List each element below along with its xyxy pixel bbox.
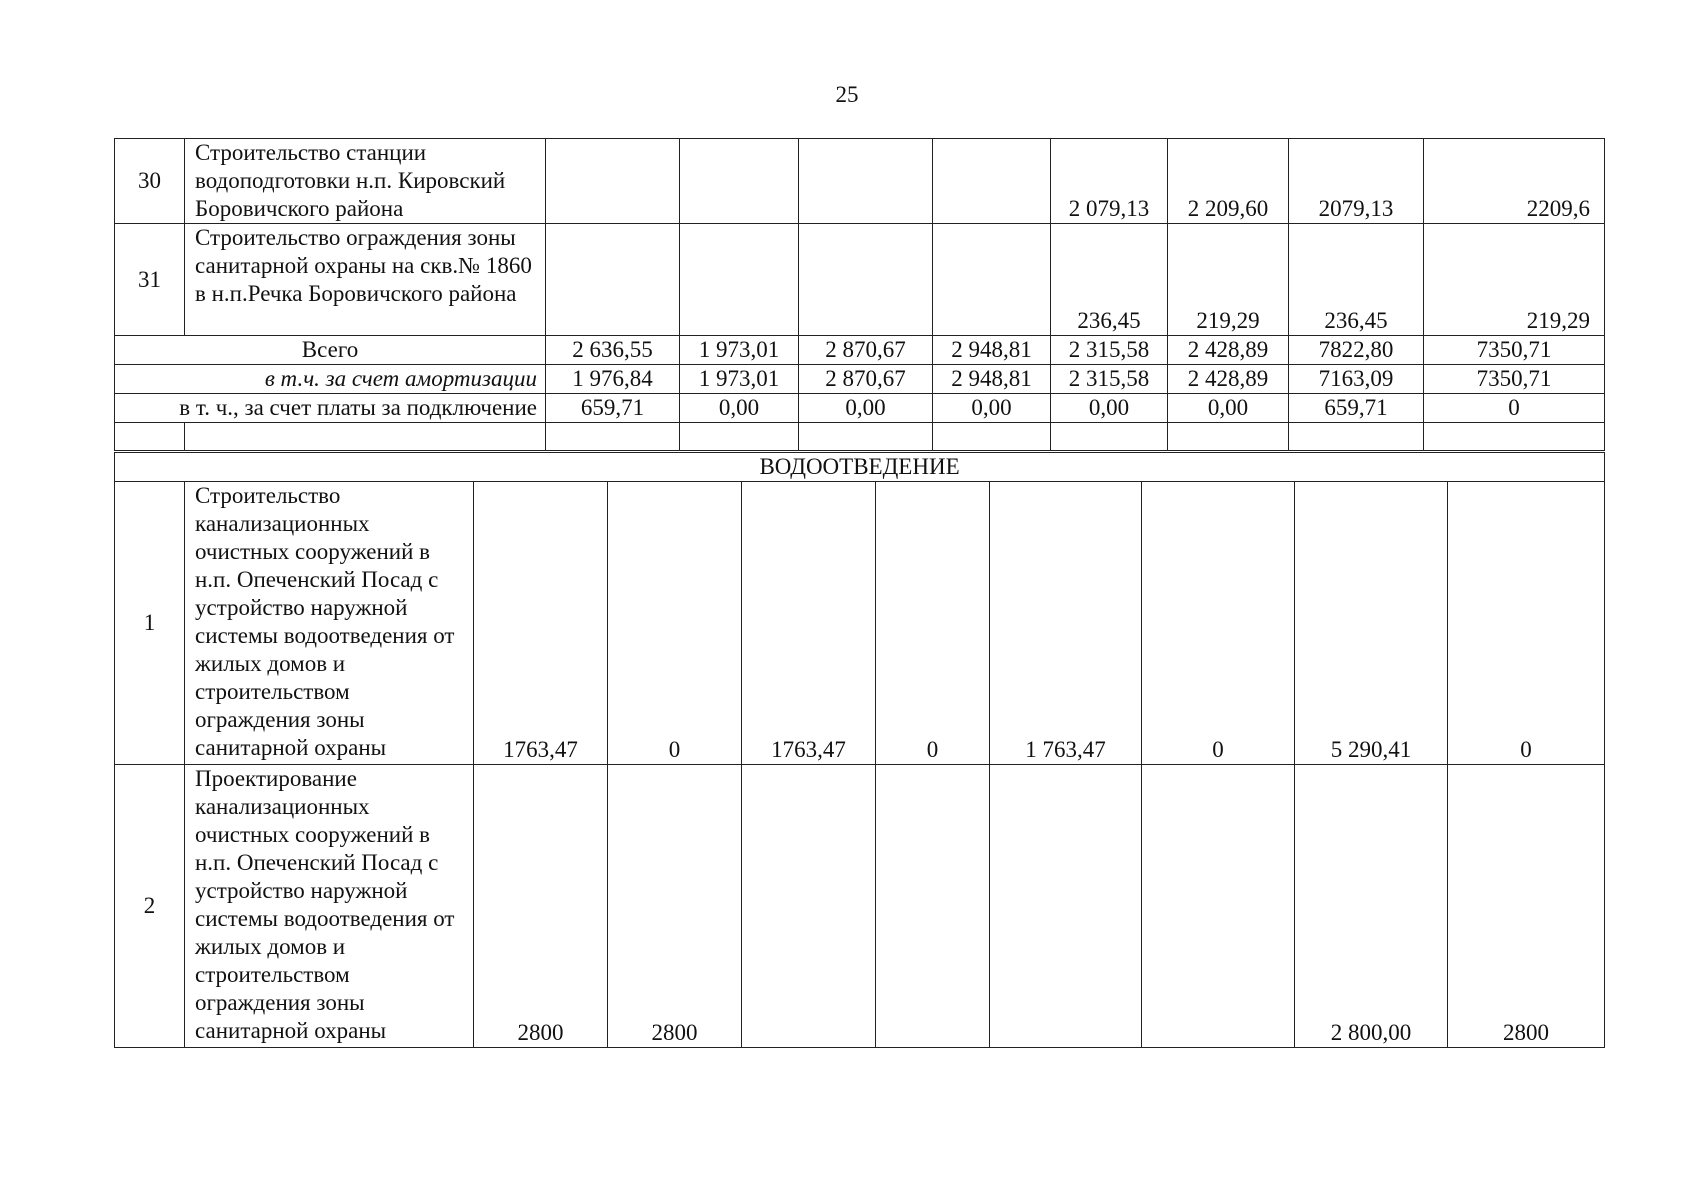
- value-cell: 2 079,13: [1051, 139, 1168, 224]
- empty-cell: [546, 423, 680, 451]
- value-cell: [742, 765, 876, 1048]
- value-cell: 2 315,58: [1051, 365, 1168, 394]
- value-cell: 2 870,67: [799, 365, 933, 394]
- empty-cell: [799, 423, 933, 451]
- value-cell: 0,00: [680, 394, 799, 423]
- value-cell: 2 870,67: [799, 336, 933, 365]
- value-cell: 1 973,01: [680, 365, 799, 394]
- value-cell: 7350,71: [1424, 336, 1605, 365]
- value-cell: 659,71: [1289, 394, 1424, 423]
- value-cell: [990, 765, 1142, 1048]
- empty-cell: [680, 423, 799, 451]
- value-cell: 0,00: [1168, 394, 1289, 423]
- empty-cell: [185, 423, 546, 451]
- total-label: в т. ч., за счет платы за подключение: [115, 394, 546, 423]
- value-cell: 7350,71: [1424, 365, 1605, 394]
- value-cell: [799, 139, 933, 224]
- value-cell: 7822,80: [1289, 336, 1424, 365]
- value-cell: [933, 139, 1051, 224]
- value-cell: 0: [1142, 482, 1295, 765]
- value-cell: 2 315,58: [1051, 336, 1168, 365]
- value-cell: 1 976,84: [546, 365, 680, 394]
- value-cell: 0: [876, 482, 990, 765]
- value-cell: 2209,6: [1424, 139, 1605, 224]
- value-cell: 2800: [1448, 765, 1605, 1048]
- empty-cell: [933, 423, 1051, 451]
- value-cell: 2 948,81: [933, 336, 1051, 365]
- row-name: Строительство канализационных очистных сооружений в н.п. Опеченский Посад с устройство наружной системы водоотведения от жилых домов и строительством ограждения зоны санитарной охраны: [185, 482, 474, 765]
- row-name: Строительство станции водоподготовки н.п. Кировский Боровичского района: [185, 139, 546, 224]
- value-cell: 0,00: [933, 394, 1051, 423]
- row-number: 2: [115, 765, 185, 1048]
- value-cell: 0: [1424, 394, 1605, 423]
- value-cell: 236,45: [1051, 224, 1168, 336]
- value-cell: [799, 224, 933, 336]
- row-number: 30: [115, 139, 185, 224]
- value-cell: 2 636,55: [546, 336, 680, 365]
- value-cell: 2 428,89: [1168, 336, 1289, 365]
- value-cell: 2 209,60: [1168, 139, 1289, 224]
- empty-cell: [1051, 423, 1168, 451]
- value-cell: [933, 224, 1051, 336]
- value-cell: [876, 765, 990, 1048]
- value-cell: 0: [608, 482, 742, 765]
- value-cell: 7163,09: [1289, 365, 1424, 394]
- value-cell: 2079,13: [1289, 139, 1424, 224]
- value-cell: 2 800,00: [1295, 765, 1448, 1048]
- empty-cell: [1168, 423, 1289, 451]
- value-cell: [1142, 765, 1295, 1048]
- value-cell: 2 948,81: [933, 365, 1051, 394]
- table-row: [115, 224, 1605, 336]
- value-cell: 0: [1448, 482, 1605, 765]
- water-supply-table: [114, 138, 1605, 451]
- row-number: 31: [115, 224, 185, 336]
- row-name: Строительство ограждения зоны санитарной охраны на скв.№ 1860 в н.п.Речка Боровичского района: [185, 224, 546, 336]
- section-title: ВОДООТВЕДЕНИЕ: [115, 453, 1605, 482]
- wastewater-table: [114, 452, 1605, 1048]
- empty-cell: [115, 423, 185, 451]
- total-row: [115, 394, 1605, 423]
- value-cell: [680, 224, 799, 336]
- value-cell: [546, 224, 680, 336]
- section-header-row: [115, 453, 1605, 482]
- value-cell: 219,29: [1424, 224, 1605, 336]
- empty-cell: [1424, 423, 1605, 451]
- empty-cell: [1289, 423, 1424, 451]
- value-cell: 659,71: [546, 394, 680, 423]
- value-cell: 1763,47: [742, 482, 876, 765]
- value-cell: [680, 139, 799, 224]
- total-row: [115, 365, 1605, 394]
- value-cell: 5 290,41: [1295, 482, 1448, 765]
- value-cell: 1 973,01: [680, 336, 799, 365]
- value-cell: 2800: [474, 765, 608, 1048]
- value-cell: 0,00: [1051, 394, 1168, 423]
- total-row: [115, 336, 1605, 365]
- value-cell: 1763,47: [474, 482, 608, 765]
- row-name: Проектирование канализационных очистных сооружений в н.п. Опеченский Посад с устройство наружной системы водоотведения от жилых домов и строительством ограждения зоны санитарной охраны: [185, 765, 474, 1048]
- value-cell: 2800: [608, 765, 742, 1048]
- value-cell: 1 763,47: [990, 482, 1142, 765]
- value-cell: 236,45: [1289, 224, 1424, 336]
- value-cell: [546, 139, 680, 224]
- table-row: [115, 139, 1605, 224]
- empty-row: [115, 423, 1605, 451]
- total-label: Всего: [115, 336, 546, 365]
- value-cell: 2 428,89: [1168, 365, 1289, 394]
- table-row: [115, 765, 1605, 1048]
- total-label: в т.ч. за счет амортизации: [115, 365, 546, 394]
- table-row: [115, 482, 1605, 765]
- value-cell: 0,00: [799, 394, 933, 423]
- page-number: 25: [835, 82, 859, 107]
- row-number: 1: [115, 482, 185, 765]
- value-cell: 219,29: [1168, 224, 1289, 336]
